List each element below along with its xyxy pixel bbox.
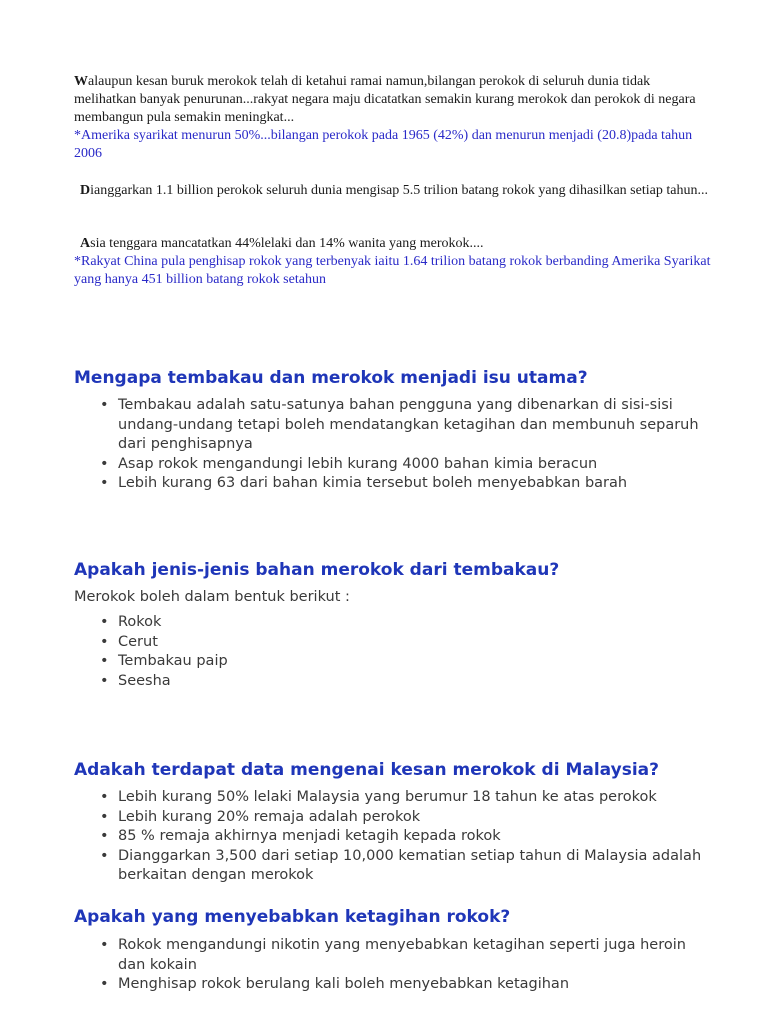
drop-initial: A bbox=[80, 236, 91, 251]
paragraph-text: sia tenggara mancatatkan 44%lelaki dan 14% wanita yang merokok.... bbox=[90, 236, 484, 251]
list-item: • Seesha bbox=[118, 672, 708, 692]
drop-initial: D bbox=[80, 183, 91, 198]
paragraph-text: alaupun kesan buruk merokok telah di ketahui ramai namun,bilangan perokok di seluruh dunia tidak melihatkan banyak penurunan...rakyat negara maju dicatatkan semakin kurang merokok dan perokok di negara membangun pula semakin meningkat... bbox=[74, 74, 696, 125]
bullet-list bbox=[118, 396, 708, 494]
list-item: • Cerut bbox=[118, 633, 708, 653]
paragraph-text: ianggarkan 1.1 billion perokok seluruh dunia mengisap 5.5 trilion batang rokok yang dihasilkan setiap tahun... bbox=[90, 183, 708, 198]
list-item: • Lebih kurang 63 dari bahan kimia tersebut boleh menyebabkan barah bbox=[118, 474, 708, 494]
list-item: • Rokok bbox=[118, 613, 708, 633]
intro-paragraph-1 bbox=[74, 73, 714, 127]
bullet-list bbox=[118, 613, 708, 691]
list-item: • Asap rokok mengandungi lebih kurang 4000 bahan kimia beracun bbox=[118, 455, 708, 475]
list-item: • Tembakau paip bbox=[118, 652, 708, 672]
list-item: • Menghisap rokok berulang kali boleh menyebabkan ketagihan bbox=[118, 975, 708, 995]
section-heading: Apakah yang menyebabkan ketagihan rokok? bbox=[74, 907, 511, 927]
list-item: • Dianggarkan 3,500 dari setiap 10,000 kematian setiap tahun di Malaysia adalah berkaitan dengan merokok bbox=[118, 847, 708, 886]
list-item: • 85 % remaja akhirnya menjadi ketagih kepada rokok bbox=[118, 827, 708, 847]
list-item: • Lebih kurang 20% remaja adalah perokok bbox=[118, 808, 708, 828]
intro-paragraph-2 bbox=[80, 182, 720, 200]
list-item: • Tembakau adalah satu-satunya bahan pengguna yang dibenarkan di sisi-sisi undang-undang tetapi boleh mendatangkan ketagihan dan membunuh separuh dari penghisapnya bbox=[118, 396, 708, 455]
list-item: • Lebih kurang 50% lelaki Malaysia yang berumur 18 tahun ke atas perokok bbox=[118, 788, 708, 808]
list-item: • Rokok mengandungi nikotin yang menyebabkan ketagihan seperti juga heroin dan kokain bbox=[118, 936, 708, 975]
section-intro: Merokok boleh dalam bentuk berikut : bbox=[74, 589, 350, 605]
drop-initial: W bbox=[74, 74, 88, 89]
intro-note-2: *Rakyat China pula penghisap rokok yang terbenyak iaitu 1.64 trilion batang rokok berbanding Amerika Syarikat yang hanya 451 billion batang rokok setahun bbox=[74, 254, 711, 287]
intro-paragraph-3 bbox=[80, 235, 720, 253]
section-heading: Adakah terdapat data mengenai kesan merokok di Malaysia? bbox=[74, 760, 659, 780]
section-heading: Mengapa tembakau dan merokok menjadi isu utama? bbox=[74, 368, 588, 388]
section-heading: Apakah jenis-jenis bahan merokok dari tembakau? bbox=[74, 560, 560, 580]
bullet-list bbox=[118, 788, 708, 886]
intro-note-1: *Amerika syarikat menurun 50%...bilangan perokok pada 1965 (42%) dan menurun menjadi (20.8)pada tahun 2006 bbox=[74, 128, 693, 161]
bullet-list bbox=[118, 936, 708, 995]
